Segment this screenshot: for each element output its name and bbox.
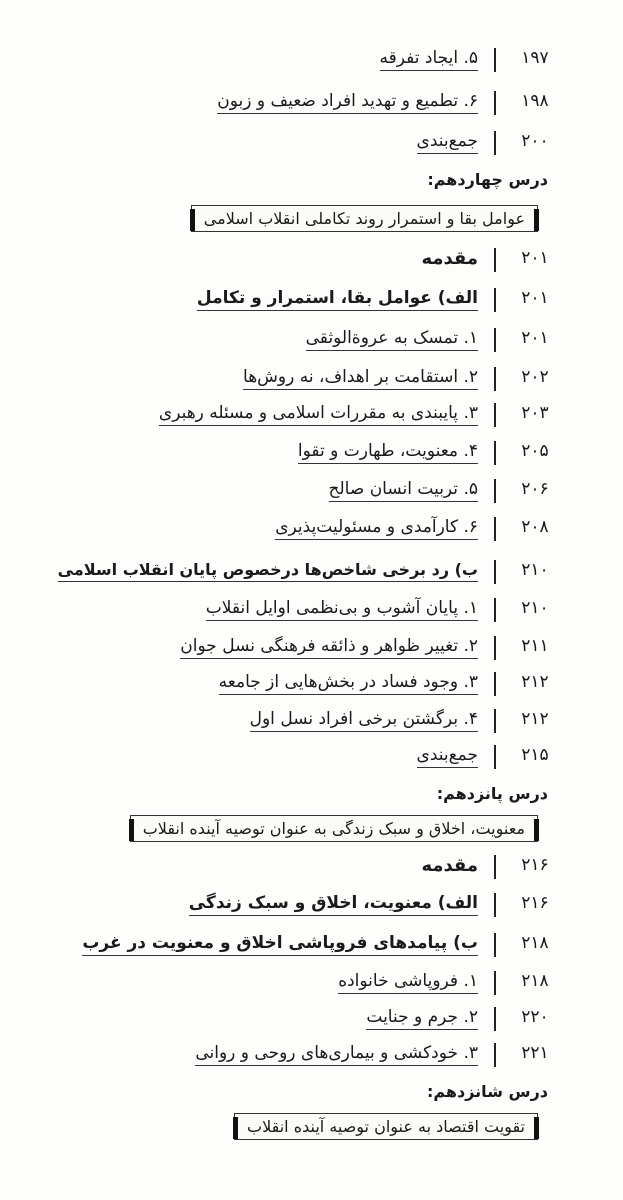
toc-row	[0, 364, 623, 394]
toc-entry: ۵. تربیت انسان صالح	[329, 479, 478, 502]
toc-entry: ب) رد برخی شاخص‌ها درخصوص پایان انقلاب اسلامی	[58, 560, 478, 582]
page-number: ۲۰۵	[521, 441, 549, 461]
toc-row	[0, 45, 623, 75]
toc-row	[0, 285, 623, 315]
page-number: ۲۰۲	[521, 367, 549, 387]
box-bar-right	[534, 1117, 539, 1139]
separator	[494, 131, 496, 155]
separator	[494, 672, 496, 696]
toc-row	[0, 706, 623, 736]
page-number: ۲۱۸	[521, 971, 549, 991]
page-number: ۲۱۲	[521, 672, 549, 692]
separator	[494, 855, 496, 879]
toc-row	[0, 88, 623, 118]
toc-entry: ۳. پایبندی به مقررات اسلامی و مسئله رهبری	[159, 403, 478, 426]
toc-row	[0, 669, 623, 699]
separator	[494, 636, 496, 660]
page-number: ۲۱۰	[521, 560, 549, 580]
lesson-title: تقویت اقتصاد به عنوان توصیه آینده انقلاب	[247, 1117, 525, 1136]
box-bar-left	[129, 819, 134, 841]
separator	[494, 403, 496, 427]
toc-row	[0, 968, 623, 998]
page-number: ۱۹۸	[521, 91, 549, 111]
page-number: ۲۰۱	[521, 248, 549, 268]
lesson-heading: درس پانزدهم:	[436, 784, 548, 803]
separator	[494, 479, 496, 503]
box-bar-right	[534, 209, 539, 231]
toc-entry: ۱. فروپاشی خانواده	[338, 971, 478, 994]
box-bar-left	[233, 1117, 238, 1139]
toc-row	[0, 1004, 623, 1034]
toc-row	[0, 890, 623, 920]
separator	[494, 893, 496, 917]
page-number: ۲۱۰	[521, 598, 549, 618]
separator	[494, 288, 496, 312]
page-number: ۲۱۵	[521, 745, 549, 765]
toc-row	[0, 930, 623, 960]
page-number: ۲۰۸	[521, 517, 549, 537]
separator	[494, 933, 496, 957]
lesson-heading: درس شانزدهم:	[426, 1082, 548, 1101]
toc-entry: ۴. برگشتن برخی افراد نسل اول	[250, 709, 478, 732]
separator	[494, 517, 496, 541]
separator	[494, 328, 496, 352]
toc-row	[0, 595, 623, 625]
toc-entry: ۱. تمسک به عروة‌الوثقی	[306, 328, 478, 351]
lesson-title-box	[234, 1113, 538, 1140]
box-bar-left	[190, 209, 195, 231]
separator	[494, 248, 496, 272]
toc-entry: ۶. تطمیع و تهدید افراد ضعیف و زبون	[217, 91, 478, 114]
separator	[494, 1007, 496, 1031]
toc-row	[0, 557, 623, 587]
toc-entry: مقدمه	[421, 855, 478, 876]
page-number: ۲۰۰	[521, 131, 549, 151]
toc-row	[0, 245, 623, 275]
page-number: ۲۱۱	[521, 636, 549, 656]
page-number: ۲۰۱	[521, 328, 549, 348]
separator	[494, 91, 496, 115]
toc-row	[0, 438, 623, 468]
lesson-title: عوامل بقا و استمرار روند تکاملی انقلاب اسلامی	[203, 209, 525, 228]
lesson-title-box	[191, 205, 538, 232]
toc-entry: ۴. معنویت، طهارت و تقوا	[298, 441, 478, 464]
toc-entry: الف) عوامل بقا، استمرار و تکامل	[197, 288, 478, 311]
page-number: ۱۹۷	[521, 48, 549, 68]
separator	[494, 1043, 496, 1067]
separator	[494, 971, 496, 995]
toc-entry: ۵. ایجاد تفرقه	[380, 48, 478, 71]
toc-entry: مقدمه	[421, 248, 478, 269]
page-number: ۲۱۸	[521, 933, 549, 953]
toc-row	[0, 633, 623, 663]
toc-entry: ۶. کارآمدی و مسئولیت‌پذیری	[275, 517, 478, 540]
page-number: ۲۱۲	[521, 709, 549, 729]
toc-entry: ۲. استقامت بر اهداف، نه روش‌ها	[243, 367, 478, 390]
page-number: ۲۰۳	[521, 403, 549, 423]
page-number: ۲۰۶	[521, 479, 549, 499]
page-number: ۲۱۶	[521, 893, 549, 913]
toc-entry: الف) معنویت، اخلاق و سبک زندگی	[189, 893, 478, 916]
separator	[494, 367, 496, 391]
toc-entry: ۳. وجود فساد در بخش‌هایی از جامعه	[219, 672, 478, 695]
separator	[494, 48, 496, 72]
separator	[494, 560, 496, 584]
lesson-heading: درس چهاردهم:	[427, 170, 548, 189]
separator	[494, 441, 496, 465]
toc-row	[0, 400, 623, 430]
toc-row	[0, 128, 623, 158]
toc-row	[0, 1040, 623, 1070]
separator	[494, 709, 496, 733]
toc-entry: ۱. پایان آشوب و بی‌نظمی اوایل انقلاب	[206, 598, 478, 621]
toc-entry: ۳. خودکشی و بیماری‌های روحی و روانی	[195, 1043, 478, 1066]
toc-row	[0, 742, 623, 772]
page-number: ۲۲۱	[521, 1043, 549, 1063]
separator	[494, 598, 496, 622]
lesson-title-box	[130, 815, 538, 842]
toc-row	[0, 476, 623, 506]
page-number: ۲۰۱	[521, 288, 549, 308]
toc-entry: ۲. جرم و جنایت	[366, 1007, 478, 1030]
page-number: ۲۱۶	[521, 855, 549, 875]
toc-entry: جمع‌بندی	[417, 131, 478, 154]
toc-entry: ۲. تغییر ظواهر و ذائقه فرهنگی نسل جوان	[180, 636, 478, 659]
box-bar-right	[534, 819, 539, 841]
toc-row	[0, 514, 623, 544]
toc-entry: ب) پیامدهای فروپاشی اخلاق و معنویت در غرب	[82, 933, 478, 956]
page-number: ۲۲۰	[521, 1007, 549, 1027]
toc-row	[0, 325, 623, 355]
separator	[494, 745, 496, 769]
toc-entry: جمع‌بندی	[417, 745, 478, 768]
toc-row	[0, 852, 623, 882]
lesson-title: معنویت، اخلاق و سبک زندگی به عنوان توصیه آینده انقلاب	[142, 819, 525, 838]
